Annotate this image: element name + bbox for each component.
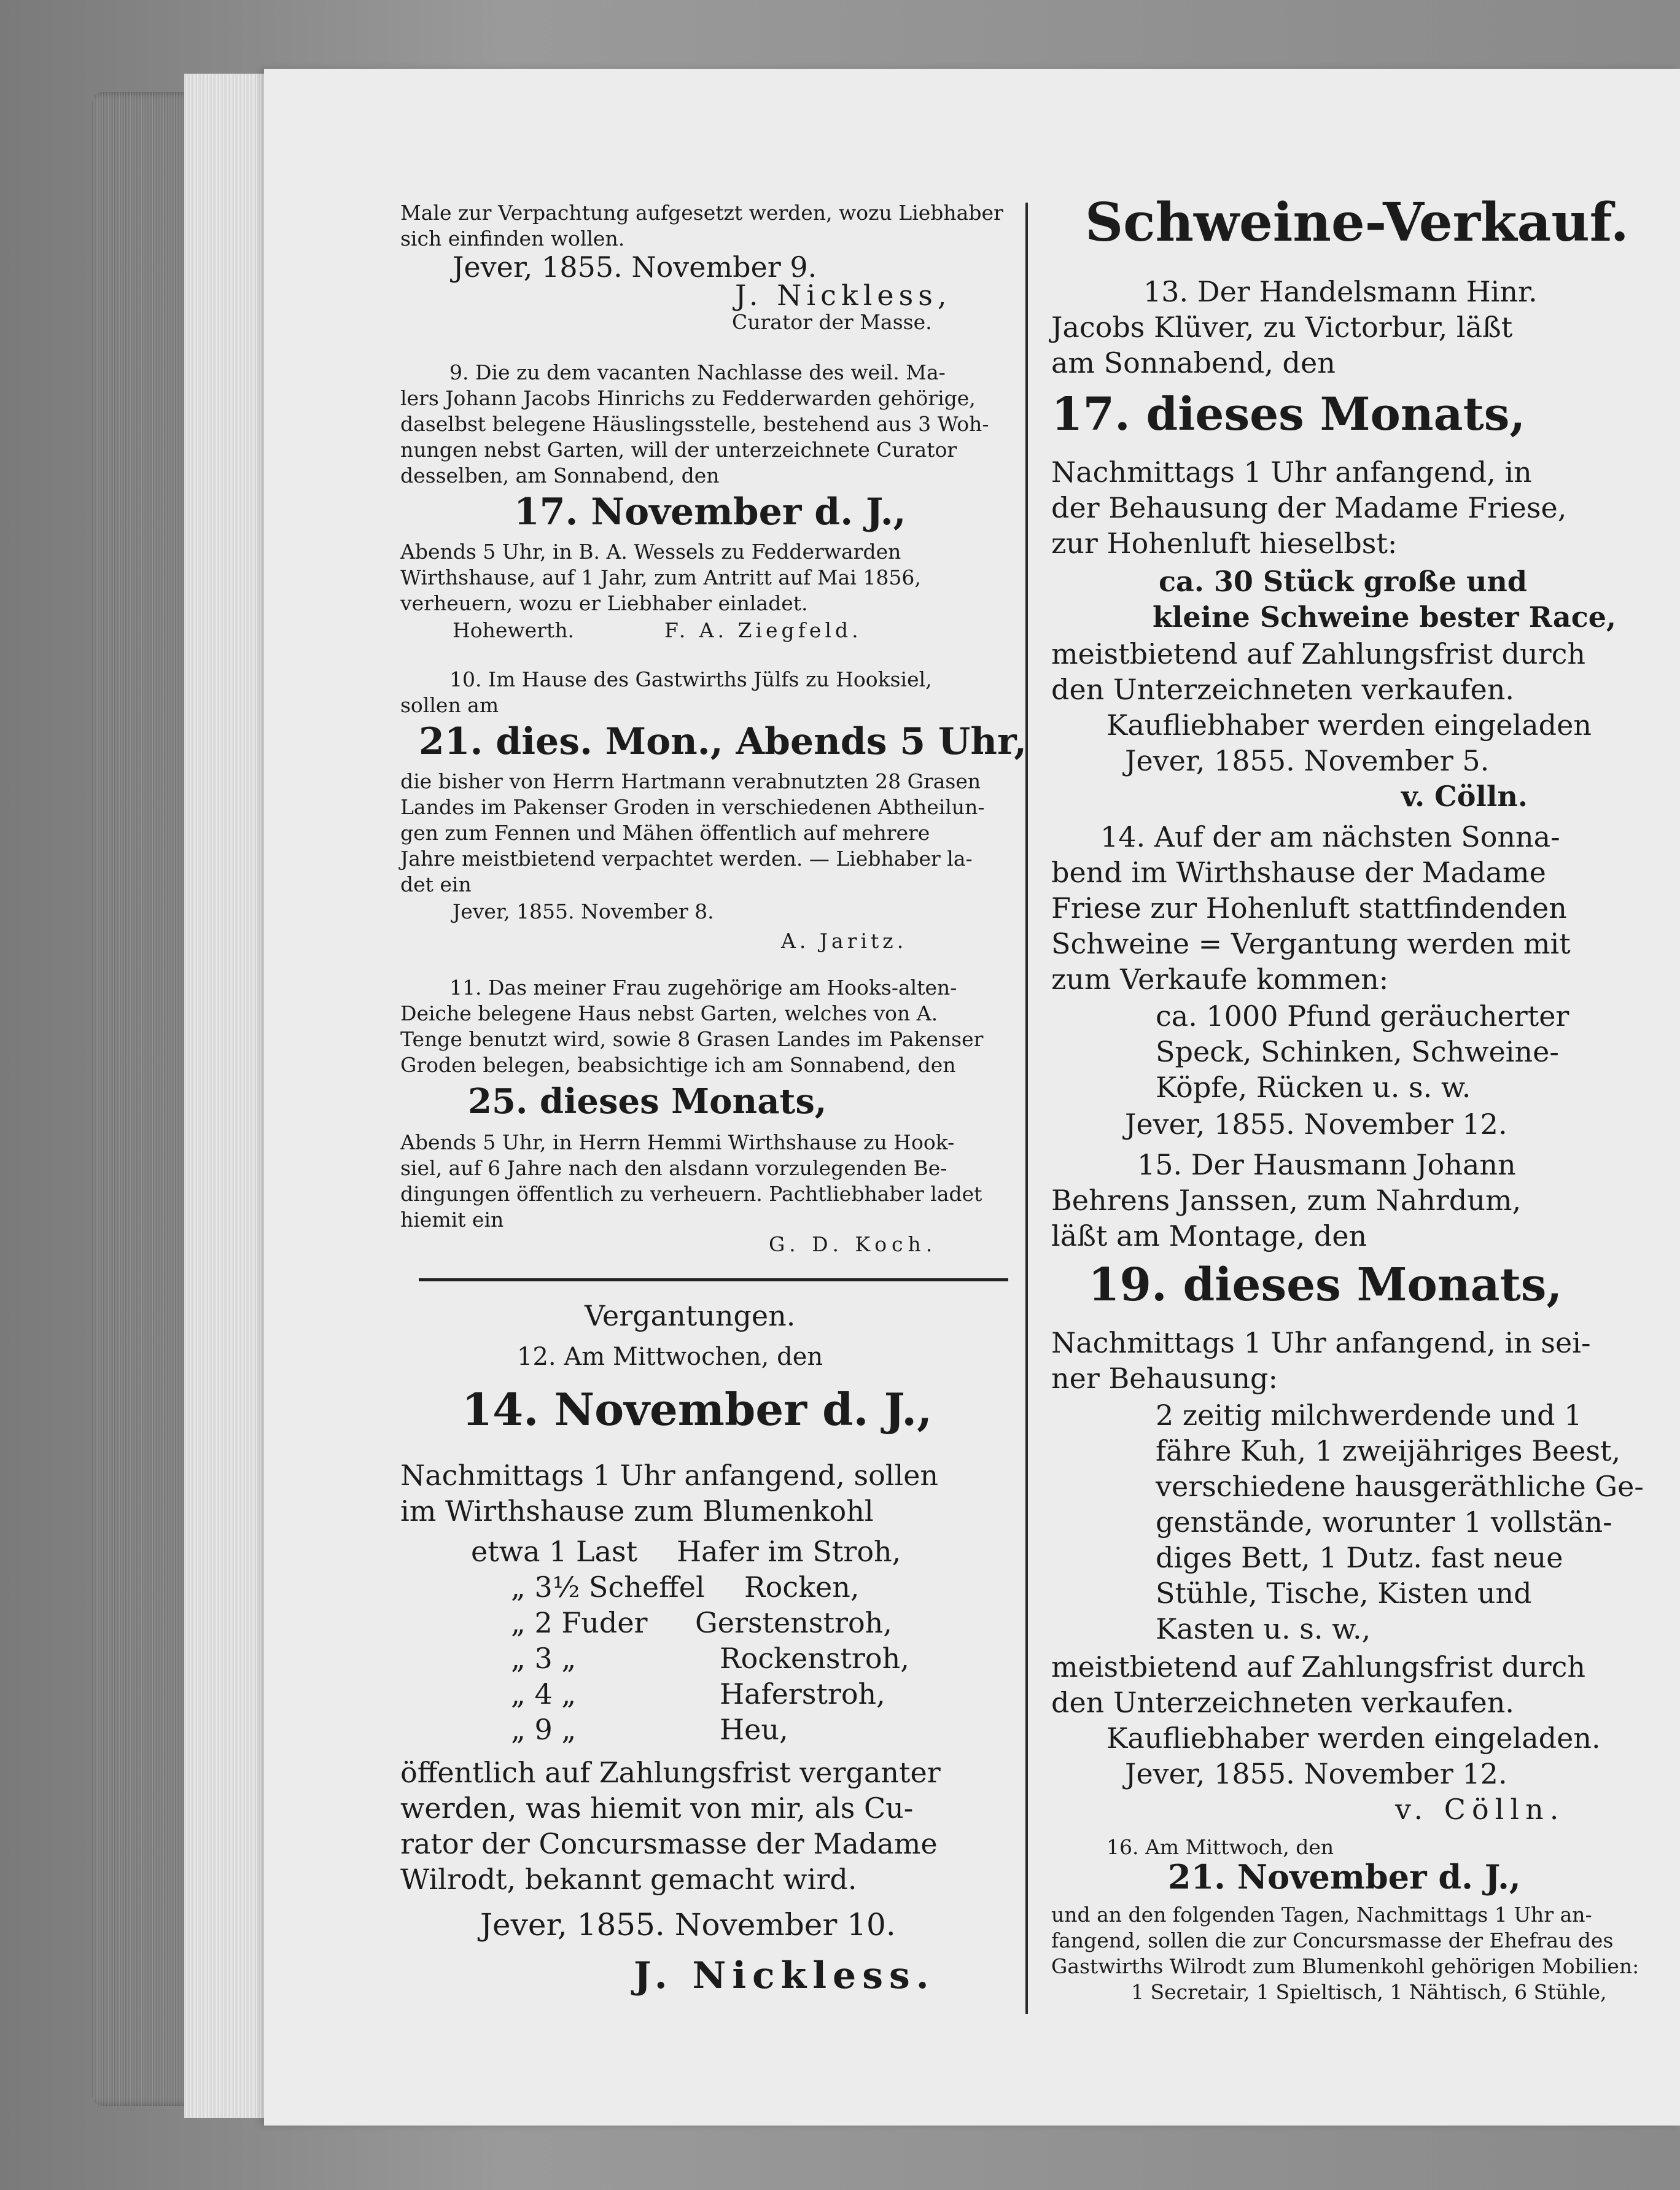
item-line: genstände, worunter 1 vollstän- xyxy=(1156,1505,1612,1539)
text-line: sich einfinden wollen. xyxy=(400,227,625,250)
notice-heading: 21. November d. J., xyxy=(1168,1857,1521,1897)
text-line: gen zum Fennen und Mähen öffentlich auf mehrere xyxy=(400,821,930,845)
item-line: Köpfe, Rücken u. s. w. xyxy=(1156,1071,1471,1104)
item-quantity: „ 9 „ xyxy=(511,1713,577,1746)
text-line: det ein xyxy=(400,872,472,896)
signature: v. Cölln. xyxy=(1401,780,1528,813)
text-line: Jacobs Klüver, zu Victorbur, läßt xyxy=(1051,311,1513,344)
section-rule xyxy=(419,1278,1008,1281)
text-line: Nachmittags 1 Uhr anfangend, in sei- xyxy=(1051,1326,1591,1359)
text-line: hiemit ein xyxy=(400,1208,504,1232)
text-line: 15. Der Hausmann Johann xyxy=(1137,1148,1516,1181)
notice-heading: 17. dieses Monats, xyxy=(1051,388,1526,441)
text-line: meistbietend auf Zahlungsfrist durch xyxy=(1051,637,1586,670)
item-goods: Heu, xyxy=(720,1713,788,1746)
text-line: den Unterzeichneten verkaufen. xyxy=(1051,1686,1514,1719)
item-goods: Rocken, xyxy=(744,1571,860,1604)
text-line: Behrens Janssen, zum Nahrdum, xyxy=(1051,1184,1522,1217)
item-goods: Haferstroh, xyxy=(720,1677,885,1710)
text-line: rator der Concursmasse der Madame xyxy=(400,1827,938,1860)
text-line: 10. Im Hause des Gastwirths Jülfs zu Hooksiel, xyxy=(449,667,932,691)
text-line: Groden belegen, beabsichtige ich am Sonnabend, den xyxy=(400,1053,956,1077)
signature: A. Jaritz. xyxy=(781,929,908,953)
text-line: verheuern, wozu er Liebhaber einladet. xyxy=(400,591,808,615)
signature-title: Curator der Masse. xyxy=(732,310,932,334)
text-line: Nachmittags 1 Uhr anfangend, sollen xyxy=(400,1459,939,1492)
page-edges xyxy=(184,74,276,2118)
notice-heading: 21. dies. Mon., Abends 5 Uhr, xyxy=(419,720,1027,763)
text-line: die bisher von Herrn Hartmann verabnutzten 28 Grasen xyxy=(400,769,981,793)
item-line: Speck, Schinken, Schweine- xyxy=(1156,1035,1559,1068)
text-line: 16. Am Mittwoch, den xyxy=(1106,1835,1334,1859)
text-line: Tenge benutzt wird, sowie 8 Grasen Landes im Pakenser xyxy=(400,1027,984,1051)
text-line: läßt am Montage, den xyxy=(1051,1219,1367,1252)
item-quantity: „ 4 „ xyxy=(511,1677,577,1710)
item-line: kleine Schweine bester Race, xyxy=(1153,600,1617,634)
text-line: zur Hohenluft hieselbst: xyxy=(1051,527,1398,560)
text-line: desselben, am Sonnabend, den xyxy=(400,464,720,487)
item-goods: Rockenstroh, xyxy=(720,1642,909,1675)
text-line: nungen nebst Garten, will der unterzeichnete Curator xyxy=(400,438,957,462)
item-line: diges Bett, 1 Dutz. fast neue xyxy=(1156,1541,1563,1574)
text-line: der Behausung der Madame Friese, xyxy=(1051,491,1567,524)
text-line: 12. Am Mittwochen, den xyxy=(517,1343,823,1371)
text-line: und an den folgenden Tagen, Nachmittags 1 Uhr an- xyxy=(1051,1903,1592,1927)
text-line: 14. Auf der am nächsten Sonna- xyxy=(1100,820,1560,853)
item-line: verschiedene hausgeräthliche Ge- xyxy=(1156,1470,1644,1503)
text-line: den Unterzeichneten verkaufen. xyxy=(1051,673,1514,706)
item-quantity: „ 2 Fuder xyxy=(511,1606,648,1639)
page-title: Schweine-Verkauf. xyxy=(1085,192,1629,254)
item-line: ca. 1000 Pfund geräucherter xyxy=(1156,1000,1569,1033)
text-line: Wirthshause, auf 1 Jahr, zum Antritt auf Mai 1856, xyxy=(400,565,921,589)
text-line: Nachmittags 1 Uhr anfangend, in xyxy=(1051,456,1532,489)
text-line: werden, was hiemit von mir, als Cu- xyxy=(400,1792,914,1825)
text-line: siel, auf 6 Jahre nach den alsdann vorzulegenden Be- xyxy=(400,1156,947,1180)
text-line: im Wirthshause zum Blumenkohl xyxy=(400,1494,874,1528)
text-line: sollen am xyxy=(400,693,499,717)
text-line: Friese zur Hohenluft stattfindenden xyxy=(1051,891,1567,925)
notice-heading: 19. dieses Monats, xyxy=(1088,1259,1563,1311)
text-line: am Sonnabend, den xyxy=(1051,346,1336,379)
text-line: lers Johann Jacobs Hinrichs zu Fedderwarden gehörige, xyxy=(400,386,976,410)
date-line: Jever, 1855. November 9. xyxy=(453,250,817,284)
text-line: Deiche belegene Haus nebst Garten, welches von A. xyxy=(400,1001,938,1025)
date-line: Jever, 1855. November 5. xyxy=(1125,744,1490,777)
text-line: öffentlich auf Zahlungsfrist verganter xyxy=(400,1756,941,1789)
signature: G. D. Koch. xyxy=(769,1232,938,1256)
text-line: Kaufliebhaber werden eingeladen xyxy=(1106,709,1592,742)
text-line: Abends 5 Uhr, in Herrn Hemmi Wirthshause zu Hook- xyxy=(400,1130,955,1154)
item-line: fähre Kuh, 1 zweijähriges Beest, xyxy=(1156,1434,1621,1467)
text-line: 1 Secretair, 1 Spieltisch, 1 Nähtisch, 6 Stühle, xyxy=(1131,1980,1607,2004)
text-line: 13. Der Handelsmann Hinr. xyxy=(1143,275,1538,308)
item-line: Stühle, Tische, Kisten und xyxy=(1156,1577,1532,1610)
item-quantity: „ 3 „ xyxy=(511,1642,577,1675)
text-line: Kaufliebhaber werden eingeladen. xyxy=(1106,1722,1601,1755)
item-line: ca. 30 Stück große und xyxy=(1159,565,1528,598)
signature: v. Cölln. xyxy=(1395,1793,1565,1826)
signature: J. Nickless. xyxy=(634,1954,935,1997)
item-goods: Gerstenstroh, xyxy=(695,1606,892,1639)
text-line: Landes im Pakenser Groden in verschiedenen Abtheilun- xyxy=(400,795,985,819)
text-line: dingungen öffentlich zu verheuern. Pachtliebhaber ladet xyxy=(400,1182,982,1206)
notice-heading: 17. November d. J., xyxy=(514,491,906,534)
text-line: Wilrodt, bekannt gemacht wird. xyxy=(400,1863,857,1896)
notice-heading: 25. dieses Monats, xyxy=(468,1081,827,1122)
text-line: Schweine = Vergantung werden mit xyxy=(1051,927,1571,960)
date-line: Jever, 1855. November 10. xyxy=(480,1907,896,1943)
text-line: meistbietend auf Zahlungsfrist durch xyxy=(1051,1650,1586,1683)
text-line: Jahre meistbietend verpachtet werden. — Liebhaber la- xyxy=(400,847,973,871)
item-quantity: etwa 1 Last xyxy=(471,1535,638,1568)
signature: J. Nickless, xyxy=(735,279,952,312)
item-quantity: „ 3½ Scheffel xyxy=(511,1571,705,1604)
item-goods: Hafer im Stroh, xyxy=(677,1535,901,1568)
text-line: 11. Das meiner Frau zugehörige am Hooks-alten- xyxy=(449,976,957,1000)
column-divider xyxy=(1025,203,1028,2014)
text-line: zum Verkaufe kommen: xyxy=(1051,963,1389,996)
text-line: bend im Wirthshause der Madame xyxy=(1051,856,1546,889)
date-line: Jever, 1855. November 8. xyxy=(453,899,714,923)
place-line: Hohewerth. xyxy=(453,618,574,642)
text-line: 9. Die zu dem vacanten Nachlasse des weil. Ma- xyxy=(449,360,946,384)
section-heading: Vergantungen. xyxy=(585,1299,796,1332)
signature: F. A. Ziegfeld. xyxy=(664,618,862,642)
text-line: Male zur Verpachtung aufgesetzt werden, wozu Liebhaber xyxy=(400,201,1003,225)
item-line: Kasten u. s. w., xyxy=(1156,1612,1371,1645)
notice-heading: 14. November d. J., xyxy=(462,1383,933,1435)
text-line: fangend, sollen die zur Concursmasse der Ehefrau des xyxy=(1051,1928,1614,1952)
date-line: Jever, 1855. November 12. xyxy=(1125,1757,1507,1790)
date-line: Jever, 1855. November 12. xyxy=(1125,1108,1507,1141)
text-line: ner Behausung: xyxy=(1051,1362,1278,1395)
text-line: daselbst belegene Häuslingsstelle, bestehend aus 3 Woh- xyxy=(400,412,989,436)
text-line: Gastwirths Wilrodt zum Blumenkohl gehörigen Mobilien: xyxy=(1051,1954,1639,1978)
text-line: Abends 5 Uhr, in B. A. Wessels zu Fedderwarden xyxy=(400,540,901,564)
item-line: 2 zeitig milchwerdende und 1 xyxy=(1156,1399,1582,1432)
